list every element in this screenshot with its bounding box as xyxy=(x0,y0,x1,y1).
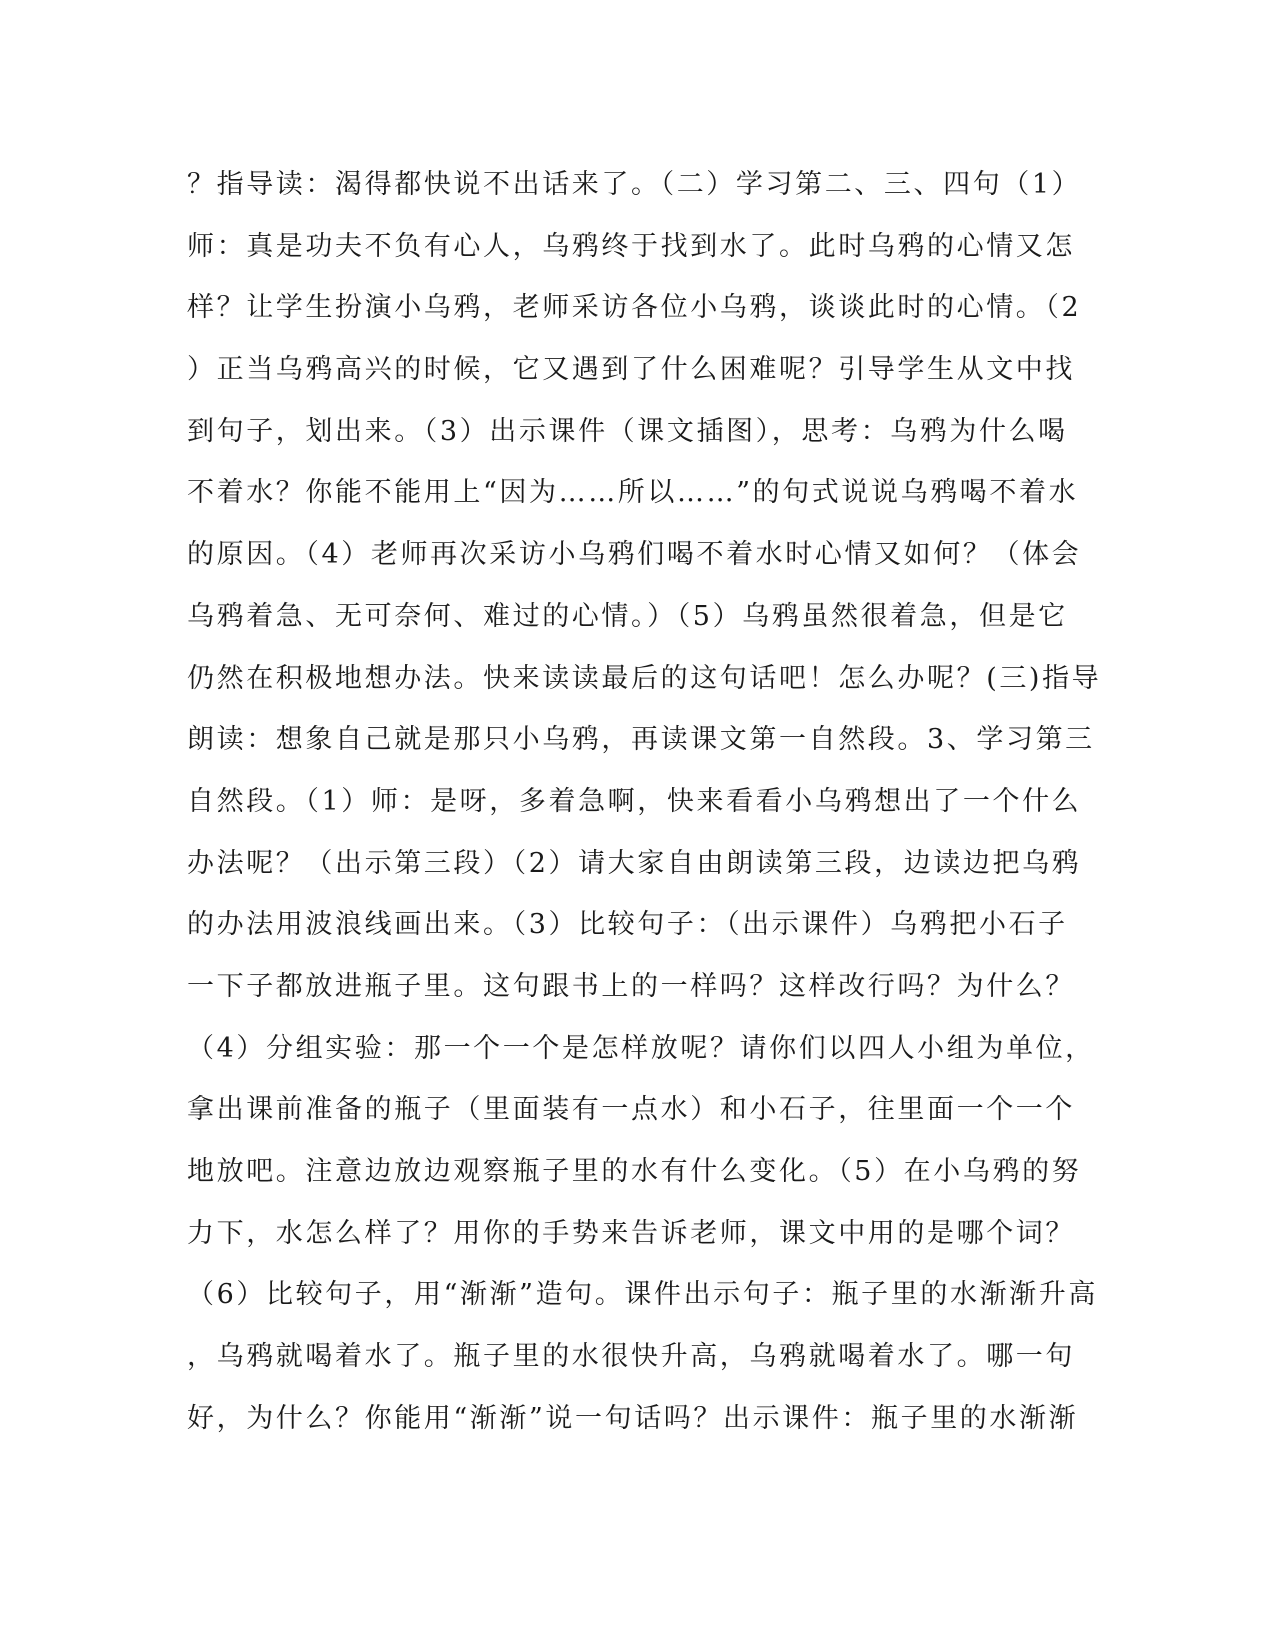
text-line: 乌鸦着急、无可奈何、难过的心情。）（5）乌鸦虽然很着急，但是它 xyxy=(187,600,1068,632)
text-line: 自然段。（1）师：是呀，多着急啊，快来看看小乌鸦想出了一个什么 xyxy=(187,785,1082,817)
text-line: ？指导读：渴得都快说不出话来了。（二）学习第二、三、四句（1） xyxy=(187,169,1082,200)
text-line: 师：真是功夫不负有心人，乌鸦终于找到水了。此时乌鸦的心情又怎 xyxy=(187,230,1075,262)
text-line: 到句子，划出来。（3）出示课件（课文插图），思考：乌鸦为什么喝 xyxy=(187,415,1068,447)
lesson-plan-text xyxy=(187,165,1102,1460)
text-line: （4）分组实验：那一个一个是怎样放呢？请你们以四人小组为单位， xyxy=(187,1032,1095,1064)
text-line: 好，为什么？你能用“渐渐”说一句话吗？出示课件：瓶子里的水渐渐 xyxy=(187,1402,1079,1434)
text-line: 一下子都放进瓶子里。这句跟书上的一样吗？这样改行吗？为什么？ xyxy=(187,970,1075,1002)
text-line: 拿出课前准备的瓶子（里面装有一点水）和小石子，往里面一个一个 xyxy=(187,1094,1075,1126)
text-line: 不着水？你能不能用上“因为……所以……”的句式说说乌鸦喝不着水 xyxy=(187,477,1079,509)
text-line: ）正当乌鸦高兴的时候，它又遇到了什么困难呢？引导学生从文中找 xyxy=(187,354,1075,386)
text-line: （6）比较句子，用“渐渐”造句。课件出示句子：瓶子里的水渐渐升高 xyxy=(187,1279,1098,1311)
text-line: 的原因。（4）老师再次采访小乌鸦们喝不着水时心情又如何？（体会 xyxy=(187,539,1082,571)
text-line: 办法呢？（出示第三段）（2）请大家自由朗读第三段，边读边把乌鸦 xyxy=(187,847,1082,879)
text-line: 力下，水怎么样了？用你的手势来告诉老师，课文中用的是哪个词？ xyxy=(187,1217,1075,1249)
text-line: ，乌鸦就喝着水了。瓶子里的水很快升高，乌鸦就喝着水了。哪一句 xyxy=(187,1341,1075,1373)
text-line: 地放吧。注意边放边观察瓶子里的水有什么变化。（5）在小乌鸦的努 xyxy=(187,1156,1082,1187)
text-line: 仍然在积极地想办法。快来读读最后的这句话吧！怎么办呢？(三)指导 xyxy=(187,662,1102,694)
text-line: 朗读：想象自己就是那只小乌鸦，再读课文第一自然段。3、学习第三 xyxy=(187,724,1095,756)
text-line: 样？让学生扮演小乌鸦，老师采访各位小乌鸦，谈谈此时的心情。（2 xyxy=(187,292,1082,324)
text-line: 的办法用波浪线画出来。（3）比较句子：（出示课件）乌鸦把小石子 xyxy=(187,909,1068,941)
